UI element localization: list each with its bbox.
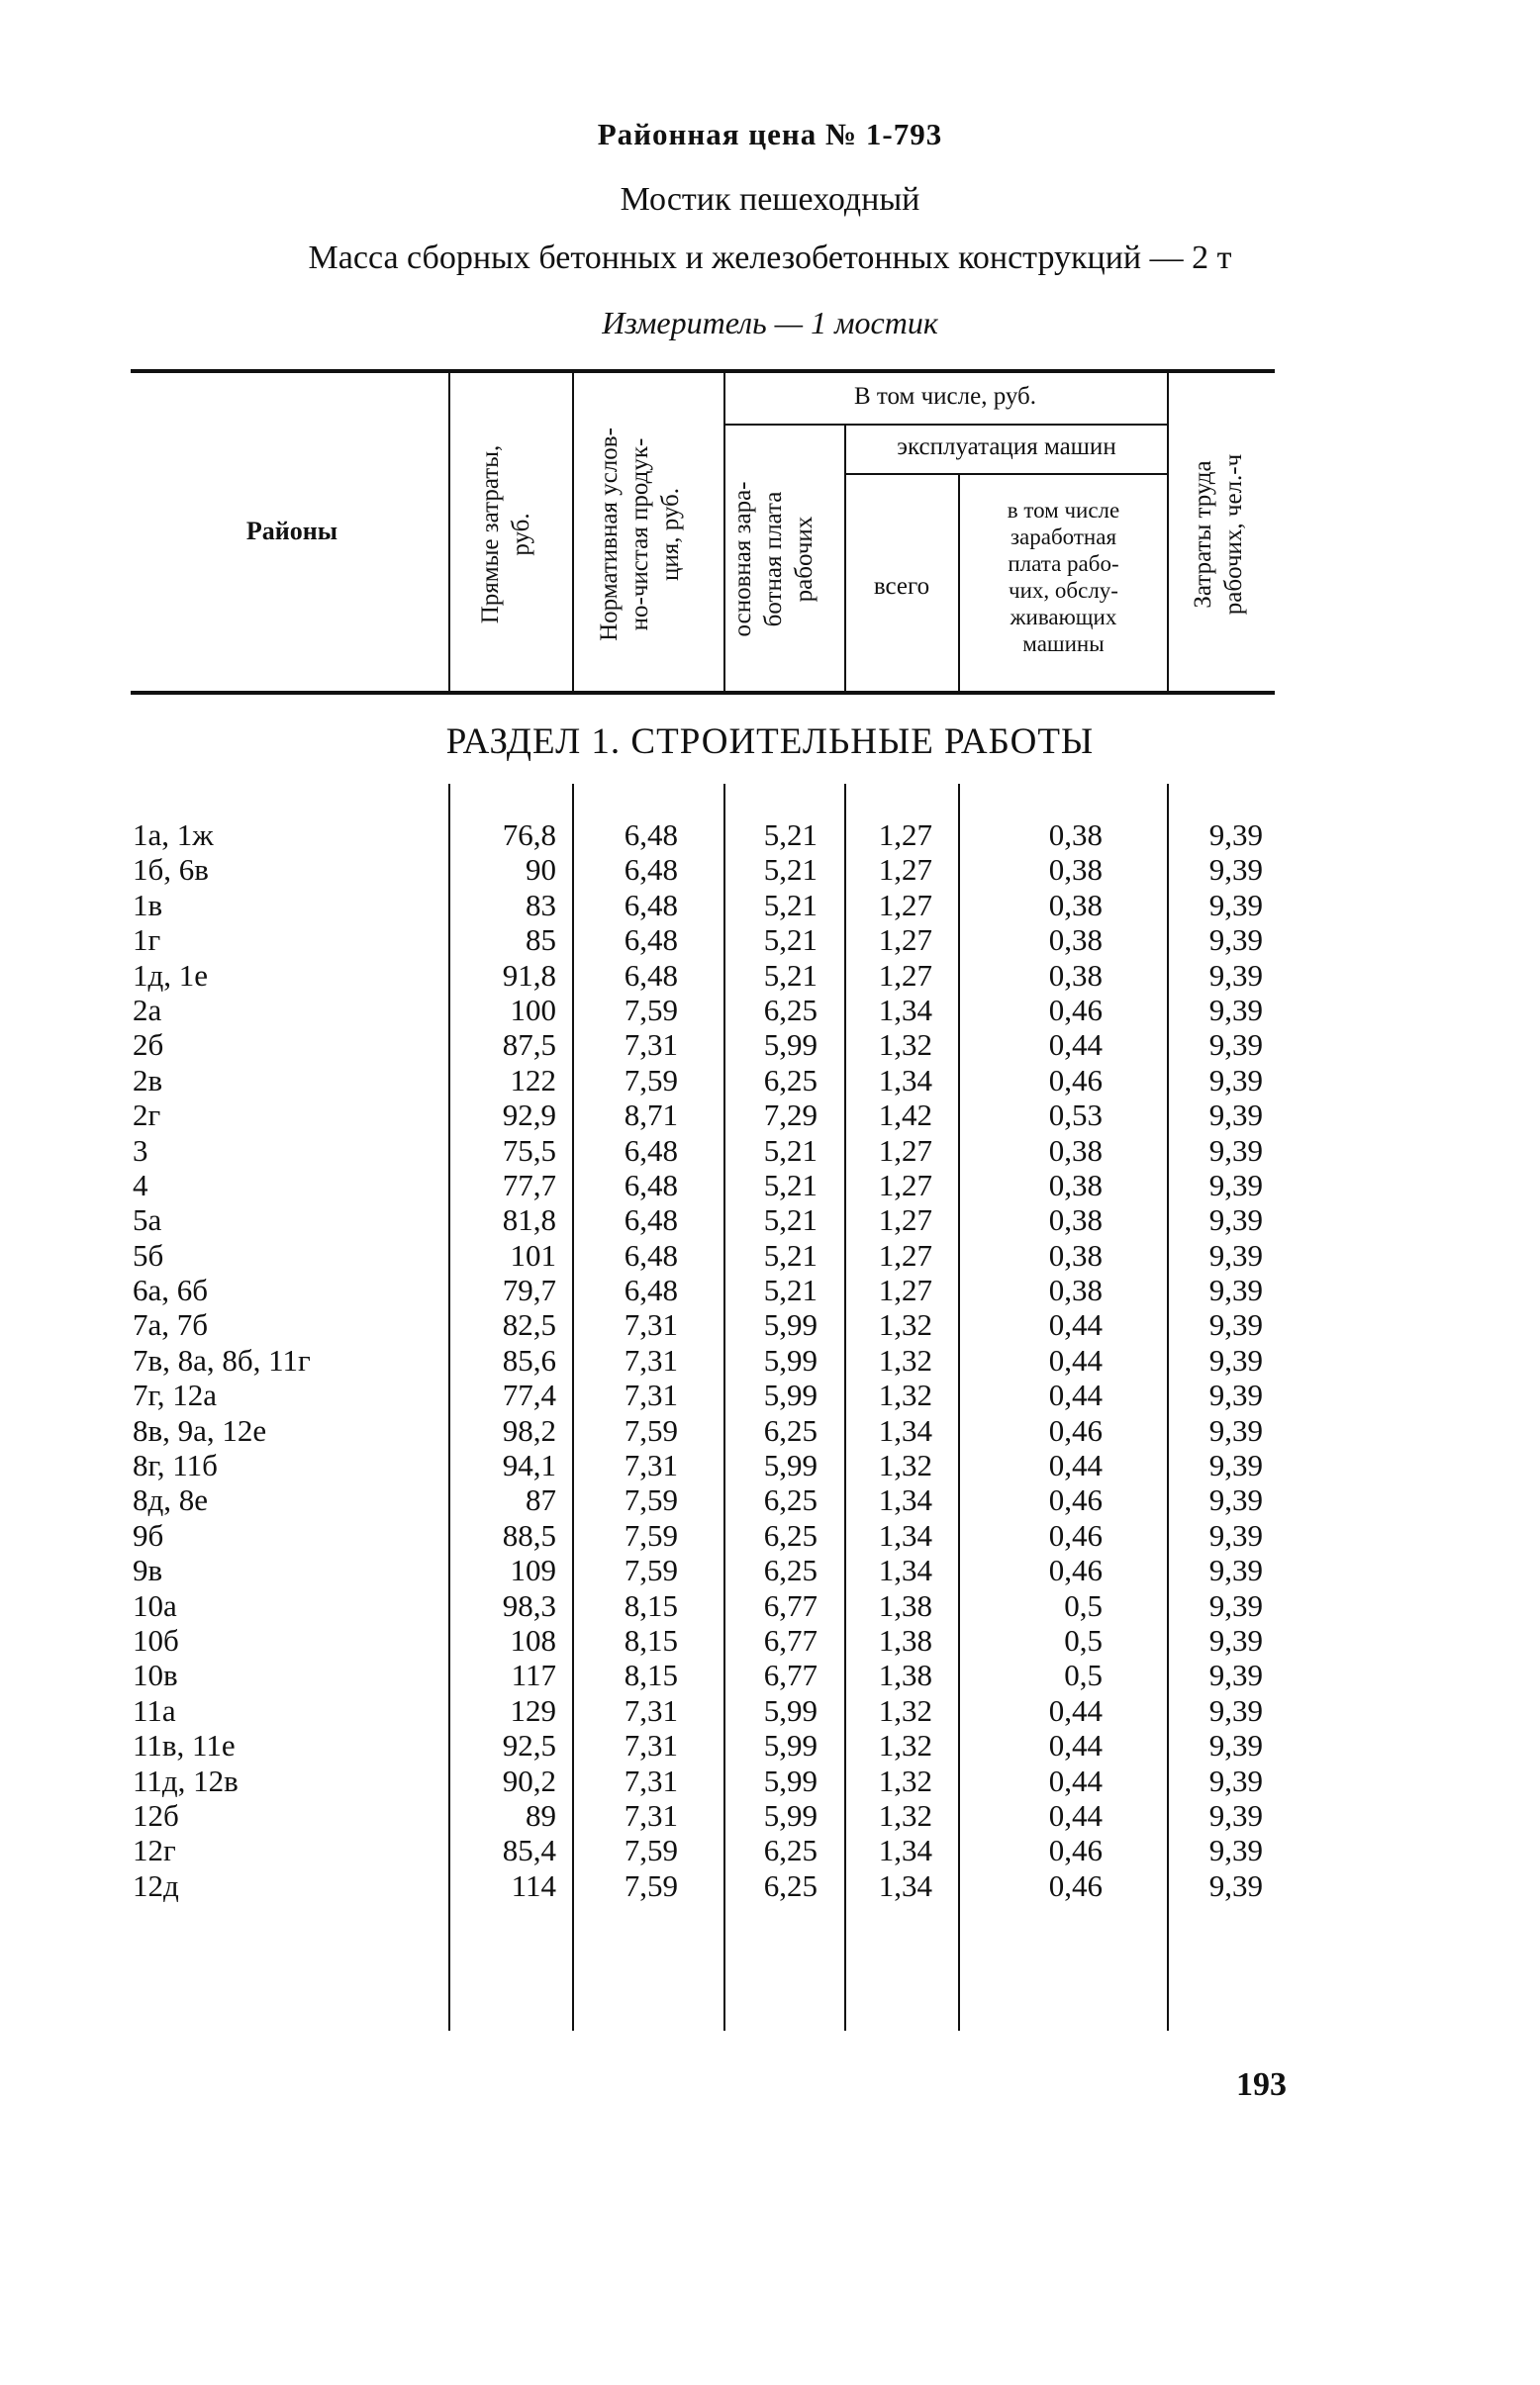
cell-labor: 9,39 (1208, 1342, 1263, 1378)
cell-normative-output: 6,48 (624, 1273, 678, 1308)
cell-labor: 9,39 (1208, 1622, 1263, 1658)
cell-region: 2б (133, 1027, 164, 1063)
cell-region: 8в, 9а, 12е (133, 1412, 267, 1448)
cell-direct-costs: 98,2 (502, 1412, 556, 1448)
cell-region: 2в (133, 1062, 163, 1097)
cell-region: 10в (133, 1658, 178, 1693)
cell-machines-total: 1,32 (878, 1763, 932, 1798)
cell-normative-output: 7,31 (624, 1797, 678, 1833)
cell-machine-wage: 0,44 (1048, 1763, 1103, 1798)
cell-machine-wage: 0,5 (1064, 1587, 1103, 1623)
cell-machines-total: 1,34 (878, 1412, 932, 1448)
cell-normative-output: 7,59 (624, 992, 678, 1027)
cell-direct-costs: 117 (511, 1658, 556, 1693)
cell-base-wage: 5,21 (763, 852, 818, 888)
cell-machines-total: 1,38 (878, 1587, 932, 1623)
cell-region: 9б (133, 1517, 164, 1553)
cell-machines-total: 1,42 (878, 1097, 932, 1133)
cell-direct-costs: 81,8 (502, 1202, 556, 1238)
cell-labor: 9,39 (1208, 1482, 1263, 1518)
cell-base-wage: 5,21 (763, 1167, 818, 1202)
cell-direct-costs: 85 (526, 922, 556, 958)
table-row (0, 1133, 1540, 1168)
cell-direct-costs: 108 (510, 1622, 556, 1658)
cell-machines-total: 1,27 (878, 1273, 932, 1308)
cell-machines-total: 1,32 (878, 1378, 932, 1413)
table-row (0, 1518, 1540, 1553)
cell-region: 1в (133, 887, 163, 922)
header-divider (1167, 373, 1169, 691)
cell-machine-wage: 0,38 (1048, 1167, 1103, 1202)
table-row (0, 1798, 1540, 1833)
table-row (0, 1202, 1540, 1237)
cell-region: 2г (133, 1097, 161, 1133)
header-regions: Районы (245, 517, 338, 545)
cell-machines-total: 1,27 (878, 1202, 932, 1238)
cell-machine-wage: 0,46 (1048, 1553, 1103, 1588)
cell-base-wage: 5,99 (763, 1027, 818, 1063)
cell-region: 1г (133, 922, 161, 958)
cell-direct-costs: 90 (526, 852, 556, 888)
cell-machines-total: 1,34 (878, 1517, 932, 1553)
section-title: РАЗДЕЛ 1. СТРОИТЕЛЬНЫЕ РАБОТЫ (445, 721, 1095, 762)
cell-labor: 9,39 (1208, 1167, 1263, 1202)
cell-region: 11д, 12в (133, 1763, 239, 1798)
cell-base-wage: 6,25 (763, 1833, 818, 1868)
cell-direct-costs: 82,5 (502, 1307, 556, 1343)
cell-region: 10б (133, 1622, 179, 1658)
cell-labor: 9,39 (1208, 1587, 1263, 1623)
cell-base-wage: 6,25 (763, 1412, 818, 1448)
header-subrule (723, 424, 1167, 426)
header-machine-wage: в том числе заработная плата рабо- чих, обслу- живающих машины (1007, 498, 1120, 656)
cell-direct-costs: 79,7 (502, 1273, 556, 1308)
cell-machine-wage: 0,44 (1048, 1342, 1103, 1378)
cell-labor: 9,39 (1208, 992, 1263, 1027)
header-base-wage: основная зара- ботная плата рабочих (729, 481, 818, 637)
table-row (0, 1693, 1540, 1728)
cell-base-wage: 5,99 (763, 1728, 818, 1764)
table-row (0, 1833, 1540, 1867)
cell-base-wage: 6,25 (763, 1062, 818, 1097)
cell-labor: 9,39 (1208, 1763, 1263, 1798)
cell-direct-costs: 91,8 (502, 957, 556, 993)
cell-labor: 9,39 (1208, 1692, 1263, 1728)
cell-labor: 9,39 (1208, 1307, 1263, 1343)
table-top-rule (131, 369, 1275, 373)
table-row (0, 1728, 1540, 1763)
table-row (0, 1623, 1540, 1658)
cell-machine-wage: 0,5 (1064, 1658, 1103, 1693)
header-divider (958, 475, 960, 691)
cell-direct-costs: 87,5 (502, 1027, 556, 1063)
cell-machine-wage: 0,53 (1048, 1097, 1103, 1133)
cell-direct-costs: 87 (526, 1482, 556, 1518)
cell-direct-costs: 101 (510, 1237, 556, 1273)
cell-labor: 9,39 (1208, 1553, 1263, 1588)
table-row (0, 888, 1540, 922)
cell-machine-wage: 0,38 (1048, 1132, 1103, 1168)
cell-machines-total: 1,34 (878, 992, 932, 1027)
header-machine-operation: эксплуатация машин (897, 433, 1116, 460)
cell-machines-total: 1,32 (878, 1307, 932, 1343)
cell-base-wage: 5,21 (763, 1202, 818, 1238)
cell-region: 1а, 1ж (133, 817, 214, 852)
cell-normative-output: 7,31 (624, 1728, 678, 1764)
table-row (0, 852, 1540, 887)
header-total: всего (873, 573, 930, 600)
cell-labor: 9,39 (1208, 817, 1263, 852)
table-row (0, 1553, 1540, 1587)
cell-machines-total: 1,32 (878, 1342, 932, 1378)
cell-normative-output: 7,59 (624, 1553, 678, 1588)
cell-normative-output: 6,48 (624, 887, 678, 922)
table-row (0, 1027, 1540, 1062)
cell-direct-costs: 89 (526, 1797, 556, 1833)
cell-direct-costs: 114 (511, 1867, 556, 1903)
cell-normative-output: 6,48 (624, 922, 678, 958)
cell-machine-wage: 0,5 (1064, 1622, 1103, 1658)
cell-normative-output: 8,15 (624, 1622, 678, 1658)
cell-base-wage: 5,21 (763, 957, 818, 993)
cell-machine-wage: 0,46 (1048, 1412, 1103, 1448)
cell-direct-costs: 85,6 (502, 1342, 556, 1378)
cell-base-wage: 6,25 (763, 1482, 818, 1518)
cell-labor: 9,39 (1208, 1448, 1263, 1483)
cell-normative-output: 6,48 (624, 1202, 678, 1238)
header-divider (844, 426, 846, 691)
cell-machines-total: 1,32 (878, 1027, 932, 1063)
table-row (0, 1413, 1540, 1448)
cell-machines-total: 1,32 (878, 1797, 932, 1833)
cell-region: 7в, 8а, 8б, 11г (133, 1342, 311, 1378)
cell-labor: 9,39 (1208, 1062, 1263, 1097)
cell-labor: 9,39 (1208, 1132, 1263, 1168)
cell-normative-output: 7,31 (624, 1448, 678, 1483)
cell-normative-output: 7,59 (624, 1517, 678, 1553)
cell-machines-total: 1,34 (878, 1553, 932, 1588)
cell-labor: 9,39 (1208, 1867, 1263, 1903)
cell-base-wage: 5,99 (763, 1342, 818, 1378)
cell-machines-total: 1,38 (878, 1622, 932, 1658)
cell-machine-wage: 0,46 (1048, 1062, 1103, 1097)
cell-region: 8д, 8е (133, 1482, 209, 1518)
table-row (0, 1238, 1540, 1273)
cell-machine-wage: 0,38 (1048, 1202, 1103, 1238)
table-row (0, 1307, 1540, 1342)
cell-base-wage: 6,77 (763, 1587, 818, 1623)
cell-normative-output: 6,48 (624, 1132, 678, 1168)
cell-region: 1б, 6в (133, 852, 209, 888)
cell-base-wage: 5,99 (763, 1692, 818, 1728)
page-number: 193 (1236, 2066, 1287, 2103)
cell-base-wage: 6,25 (763, 992, 818, 1027)
cell-normative-output: 6,48 (624, 1237, 678, 1273)
cell-base-wage: 5,99 (763, 1763, 818, 1798)
cell-machine-wage: 0,44 (1048, 1027, 1103, 1063)
cell-machines-total: 1,27 (878, 887, 932, 922)
table-row (0, 1764, 1540, 1798)
cell-machines-total: 1,27 (878, 852, 932, 888)
table-row (0, 958, 1540, 993)
cell-machines-total: 1,27 (878, 1167, 932, 1202)
table-row (0, 1482, 1540, 1517)
cell-machine-wage: 0,38 (1048, 957, 1103, 993)
cell-region: 9в (133, 1553, 163, 1588)
cell-region: 11в, 11е (133, 1728, 236, 1764)
cell-region: 1д, 1е (133, 957, 209, 993)
cell-normative-output: 7,59 (624, 1482, 678, 1518)
cell-direct-costs: 83 (526, 887, 556, 922)
cell-direct-costs: 77,4 (502, 1378, 556, 1413)
cell-base-wage: 5,21 (763, 922, 818, 958)
cell-machine-wage: 0,46 (1048, 992, 1103, 1027)
table-row (0, 1378, 1540, 1412)
cell-region: 6а, 6б (133, 1273, 209, 1308)
cell-base-wage: 5,99 (763, 1448, 818, 1483)
header-divider (572, 373, 574, 691)
cell-region: 7г, 12а (133, 1378, 217, 1413)
cell-base-wage: 6,25 (763, 1553, 818, 1588)
cell-machine-wage: 0,44 (1048, 1378, 1103, 1413)
cell-machine-wage: 0,46 (1048, 1867, 1103, 1903)
table-row (0, 922, 1540, 957)
header-divider (448, 373, 450, 691)
cell-direct-costs: 90,2 (502, 1763, 556, 1798)
cell-region: 8г, 11б (133, 1448, 218, 1483)
cell-labor: 9,39 (1208, 922, 1263, 958)
cell-normative-output: 6,48 (624, 817, 678, 852)
cell-machine-wage: 0,46 (1048, 1482, 1103, 1518)
cell-machines-total: 1,27 (878, 922, 932, 958)
cell-normative-output: 8,15 (624, 1587, 678, 1623)
cell-base-wage: 7,29 (763, 1097, 818, 1133)
header-including: В том числе, руб. (853, 383, 1037, 410)
header-labor: Затраты труда рабочих, чел.-ч (1190, 453, 1247, 616)
cell-normative-output: 7,31 (624, 1378, 678, 1413)
cell-machines-total: 1,27 (878, 1132, 932, 1168)
cell-base-wage: 5,21 (763, 1132, 818, 1168)
cell-base-wage: 5,99 (763, 1378, 818, 1413)
cell-direct-costs: 92,5 (502, 1728, 556, 1764)
cell-base-wage: 5,21 (763, 817, 818, 852)
cell-normative-output: 8,71 (624, 1097, 678, 1133)
table-row (0, 1588, 1540, 1623)
cell-region: 2а (133, 992, 162, 1027)
cell-labor: 9,39 (1208, 1273, 1263, 1308)
cell-labor: 9,39 (1208, 1027, 1263, 1063)
doc-subtitle: Мостик пешеходный (620, 181, 920, 218)
header-normative-output: Нормативная услов- но-чистая продук- ция, руб. (596, 428, 684, 641)
cell-normative-output: 7,31 (624, 1307, 678, 1343)
cell-base-wage: 5,21 (763, 1273, 818, 1308)
doc-unit-line: Измеритель — 1 мостик (602, 305, 938, 340)
table-row (0, 1343, 1540, 1378)
cell-region: 3 (133, 1132, 148, 1168)
cell-direct-costs: 76,8 (502, 817, 556, 852)
cell-direct-costs: 109 (510, 1553, 556, 1588)
cell-labor: 9,39 (1208, 957, 1263, 993)
cell-direct-costs: 88,5 (502, 1517, 556, 1553)
cell-machine-wage: 0,44 (1048, 1307, 1103, 1343)
cell-machine-wage: 0,46 (1048, 1517, 1103, 1553)
table-body (0, 817, 1540, 1903)
cell-machines-total: 1,34 (878, 1062, 932, 1097)
cell-machines-total: 1,34 (878, 1833, 932, 1868)
cell-normative-output: 7,31 (624, 1342, 678, 1378)
cell-machine-wage: 0,38 (1048, 817, 1103, 852)
cell-direct-costs: 77,7 (502, 1167, 556, 1202)
cell-base-wage: 5,99 (763, 1307, 818, 1343)
cell-region: 5а (133, 1202, 162, 1238)
cell-labor: 9,39 (1208, 1378, 1263, 1413)
cell-machine-wage: 0,46 (1048, 1833, 1103, 1868)
cell-base-wage: 6,77 (763, 1622, 818, 1658)
cell-labor: 9,39 (1208, 1658, 1263, 1693)
cell-region: 7а, 7б (133, 1307, 209, 1343)
cell-labor: 9,39 (1208, 1412, 1263, 1448)
cell-labor: 9,39 (1208, 1833, 1263, 1868)
cell-machines-total: 1,32 (878, 1448, 932, 1483)
cell-region: 12б (133, 1797, 179, 1833)
cell-direct-costs: 92,9 (502, 1097, 556, 1133)
cell-base-wage: 6,77 (763, 1658, 818, 1693)
cell-normative-output: 7,31 (624, 1027, 678, 1063)
table-row (0, 1658, 1540, 1692)
cell-labor: 9,39 (1208, 1202, 1263, 1238)
cell-labor: 9,39 (1208, 1517, 1263, 1553)
cell-normative-output: 6,48 (624, 852, 678, 888)
cell-machine-wage: 0,38 (1048, 852, 1103, 888)
cell-machine-wage: 0,44 (1048, 1448, 1103, 1483)
cell-machines-total: 1,34 (878, 1867, 932, 1903)
cell-base-wage: 6,25 (763, 1867, 818, 1903)
cell-normative-output: 7,59 (624, 1062, 678, 1097)
cell-machine-wage: 0,38 (1048, 922, 1103, 958)
doc-title: Районная цена № 1-793 (597, 117, 943, 151)
cell-machines-total: 1,38 (878, 1658, 932, 1693)
cell-machine-wage: 0,38 (1048, 1273, 1103, 1308)
cell-labor: 9,39 (1208, 1237, 1263, 1273)
cell-labor: 9,39 (1208, 1097, 1263, 1133)
cell-machines-total: 1,32 (878, 1728, 932, 1764)
cell-normative-output: 7,59 (624, 1412, 678, 1448)
cell-labor: 9,39 (1208, 1728, 1263, 1764)
cell-machines-total: 1,27 (878, 957, 932, 993)
cell-machine-wage: 0,44 (1048, 1797, 1103, 1833)
cell-direct-costs: 129 (510, 1692, 556, 1728)
header-subrule (844, 473, 1167, 475)
cell-normative-output: 7,31 (624, 1763, 678, 1798)
cell-machines-total: 1,34 (878, 1482, 932, 1518)
cell-normative-output: 7,31 (624, 1692, 678, 1728)
cell-machine-wage: 0,38 (1048, 887, 1103, 922)
cell-machines-total: 1,27 (878, 817, 932, 852)
cell-machine-wage: 0,44 (1048, 1692, 1103, 1728)
cell-labor: 9,39 (1208, 852, 1263, 888)
cell-region: 10а (133, 1587, 177, 1623)
header-direct-costs: Прямые затраты, руб. (477, 444, 534, 624)
cell-normative-output: 7,59 (624, 1867, 678, 1903)
cell-region: 11а (133, 1692, 176, 1728)
table-row (0, 1448, 1540, 1482)
cell-machine-wage: 0,44 (1048, 1728, 1103, 1764)
table-row (0, 1063, 1540, 1097)
table-row (0, 1168, 1540, 1202)
cell-labor: 9,39 (1208, 1797, 1263, 1833)
cell-machines-total: 1,32 (878, 1692, 932, 1728)
header-divider (723, 373, 725, 691)
cell-region: 12г (133, 1833, 176, 1868)
cell-direct-costs: 75,5 (502, 1132, 556, 1168)
table-row (0, 993, 1540, 1027)
cell-base-wage: 6,25 (763, 1517, 818, 1553)
table-row (0, 817, 1540, 852)
cell-normative-output: 7,59 (624, 1833, 678, 1868)
cell-normative-output: 6,48 (624, 957, 678, 993)
cell-base-wage: 5,99 (763, 1797, 818, 1833)
doc-mass-line: Масса сборных бетонных и железобетонных конструкций — 2 т (308, 239, 1232, 276)
cell-normative-output: 6,48 (624, 1167, 678, 1202)
cell-direct-costs: 85,4 (502, 1833, 556, 1868)
cell-region: 4 (133, 1167, 148, 1202)
cell-direct-costs: 122 (510, 1062, 556, 1097)
cell-normative-output: 8,15 (624, 1658, 678, 1693)
cell-base-wage: 5,21 (763, 887, 818, 922)
cell-direct-costs: 100 (510, 992, 556, 1027)
cell-direct-costs: 94,1 (502, 1448, 556, 1483)
cell-labor: 9,39 (1208, 887, 1263, 922)
cell-region: 12д (133, 1867, 179, 1903)
cell-base-wage: 5,21 (763, 1237, 818, 1273)
cell-direct-costs: 98,3 (502, 1587, 556, 1623)
cell-machines-total: 1,27 (878, 1237, 932, 1273)
table-row (0, 1097, 1540, 1132)
table-row (0, 1273, 1540, 1307)
cell-machine-wage: 0,38 (1048, 1237, 1103, 1273)
cell-region: 5б (133, 1237, 164, 1273)
table-row (0, 1868, 1540, 1903)
header-bottom-rule (131, 691, 1275, 695)
